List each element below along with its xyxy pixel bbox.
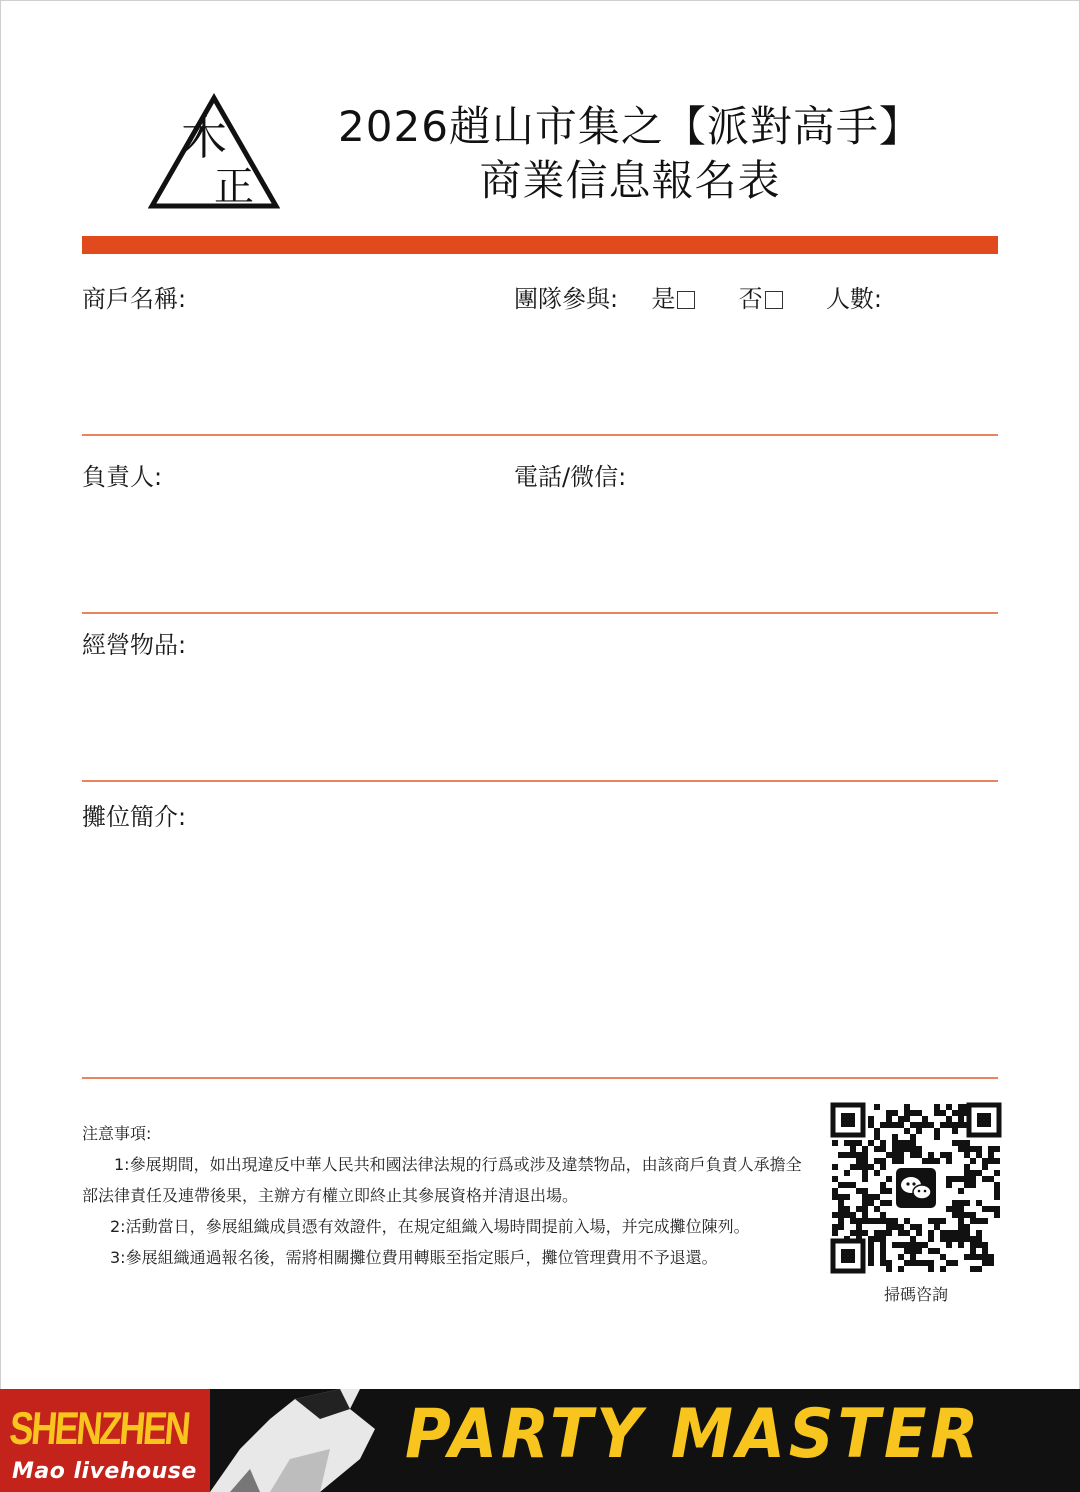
row-divider-1 xyxy=(82,434,998,436)
title-line-1: 2026趙山市集之【派對高手】 xyxy=(338,102,922,151)
title-line-2: 商業信息報名表 xyxy=(479,156,781,205)
yes-label: 是 xyxy=(651,285,676,313)
wechat-icon xyxy=(896,1168,936,1208)
headcount-label: 人數: xyxy=(825,285,883,313)
notes-heading: 注意事項: xyxy=(82,1124,152,1143)
performer-figure xyxy=(200,1389,410,1492)
no-label: 否 xyxy=(738,285,763,313)
no-checkbox[interactable] xyxy=(765,291,783,309)
qr-code[interactable] xyxy=(830,1102,1002,1274)
event-banner xyxy=(0,1389,1080,1492)
banner-venue: Mao livehouse xyxy=(12,1459,197,1484)
qr-caption: 掃碼咨詢 xyxy=(883,1285,948,1304)
team-participation-row xyxy=(514,284,882,314)
banner-city: SHENZHEN xyxy=(7,1402,191,1454)
banner-event-title: PARTY MASTER xyxy=(405,1395,983,1474)
booth-intro-label: 攤位簡介: xyxy=(82,803,187,831)
notes-item-1: 1:參展期間，如出現違反中華人民共和國法律法規的行爲或涉及違禁物品，由該商戶負責人承擔全部法律責任及連帶後果，主辦方有權立即終止其參展資格并清退出場。 xyxy=(82,1155,802,1205)
merchant-name-label: 商戶名稱: xyxy=(82,285,187,313)
contact-person-label: 負責人: xyxy=(82,463,163,491)
row-divider-2 xyxy=(82,612,998,614)
accent-bar xyxy=(82,236,998,254)
notes-item-3: 3:參展組織通過報名後，需將相關攤位費用轉賬至指定賬戶，攤位管理費用不予退還。 xyxy=(110,1248,718,1267)
page-title xyxy=(300,100,960,208)
yes-checkbox[interactable] xyxy=(677,291,695,309)
notes-item-2: 2:活動當日，參展組織成員憑有效證件，在規定組織入場時間提前入場，并完成攤位陳列。 xyxy=(110,1217,750,1236)
products-label: 經營物品: xyxy=(82,631,187,659)
phone-wechat-label: 電話/微信: xyxy=(514,463,627,491)
row-divider-4 xyxy=(82,1077,998,1079)
logo xyxy=(148,92,280,212)
logo-glyph-bottom: 正 xyxy=(214,164,254,210)
team-participation-label: 團隊參與: xyxy=(514,285,619,313)
notes-section xyxy=(82,1118,802,1273)
logo-glyph-top: 木 xyxy=(181,111,227,165)
row-divider-3 xyxy=(82,780,998,782)
